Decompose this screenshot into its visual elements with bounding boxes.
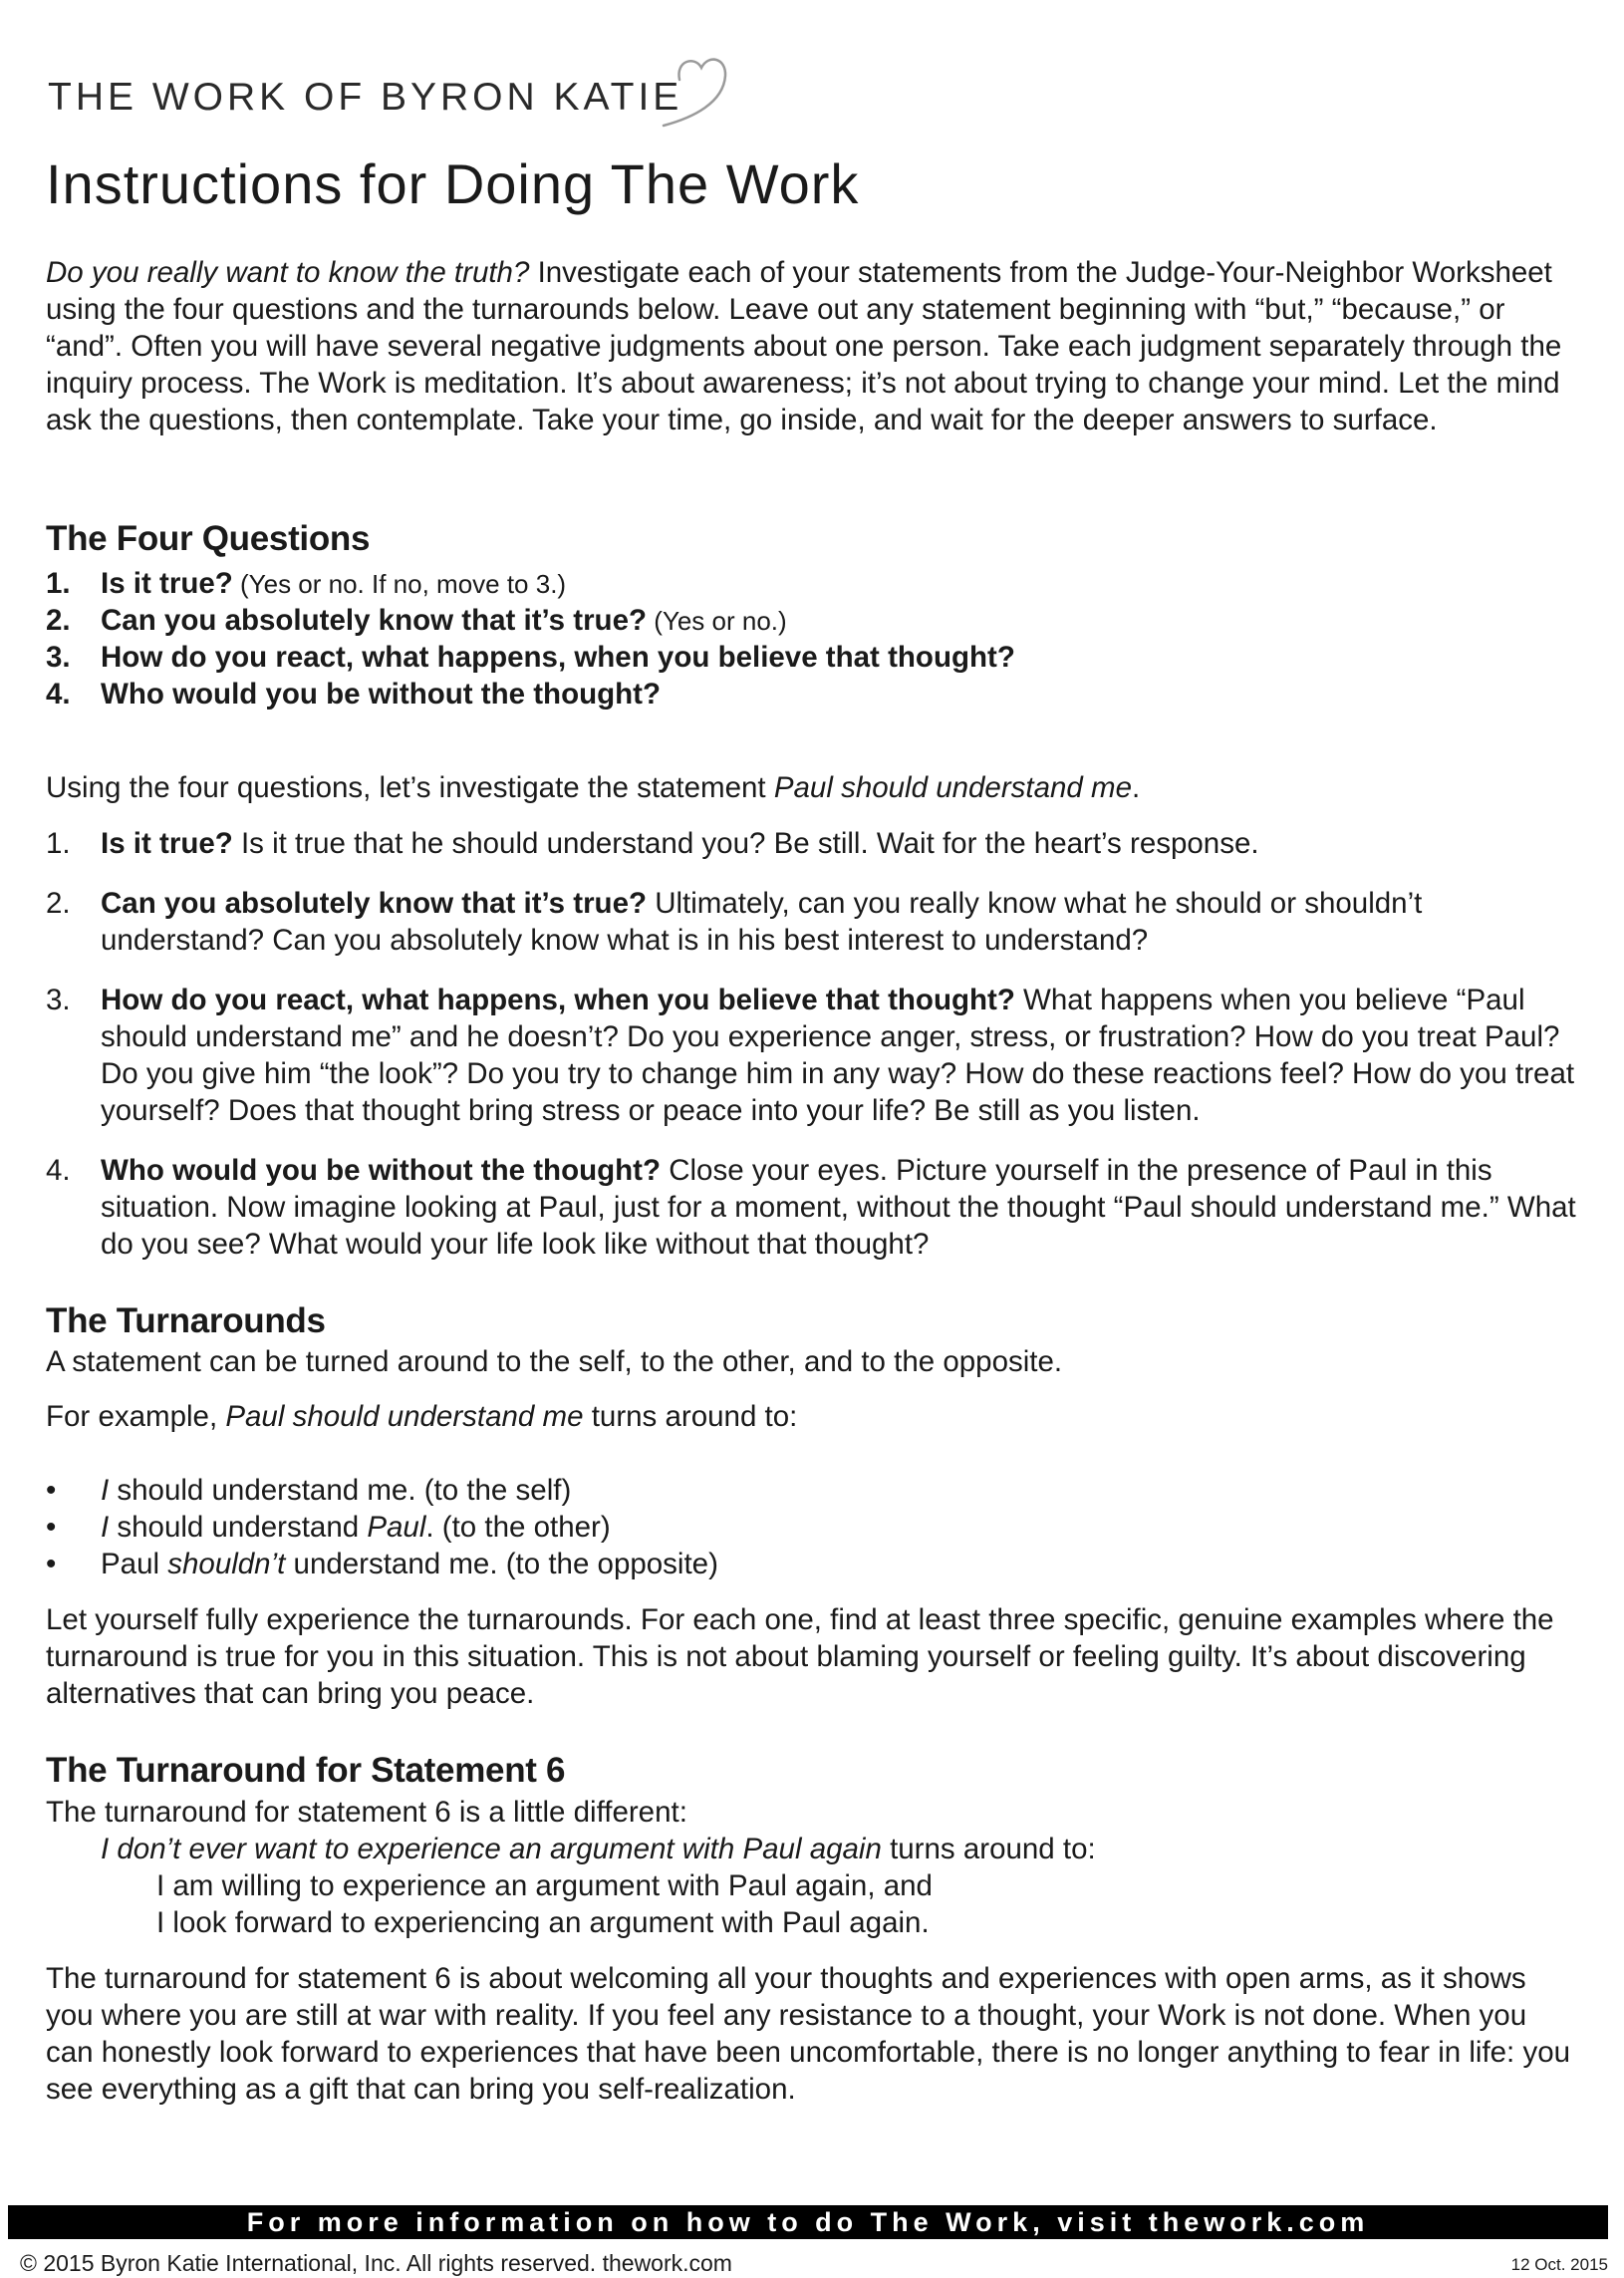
question-note: (Yes or no. If no, move to 3.): [232, 569, 567, 599]
heart-swoosh-icon: [654, 48, 733, 147]
statement6-intro: The turnaround for statement 6 is a little different:: [46, 1796, 687, 1829]
intro-lead: Do you really want to know the truth?: [46, 256, 530, 289]
statement6-line: I look forward to experiencing an argument with Paul again.: [156, 1906, 930, 1939]
turnarounds-heading: The Turnarounds: [46, 1301, 326, 1340]
question-item: 3. How do you react, what happens, when you believe that thought?: [46, 641, 1015, 674]
intro-paragraph: [46, 254, 1580, 438]
page-title: Instructions for Doing The Work: [46, 152, 860, 215]
question-item: 1. Is it true? (Yes or no. If no, move to 3.): [46, 567, 567, 600]
statement6-example: I don’t ever want to experience an argument with Paul again turns around to:: [101, 1833, 1096, 1865]
statement6-heading: The Turnaround for Statement 6: [46, 1751, 566, 1790]
investigation-item: 4. Who would you be without the thought? Close your eyes. Picture yourself in the presence of Paul in this situation. Now imagine looking at Paul, just for a moment, without the thought “Paul should understand me.” What do you see? What would your life look like without that thought?: [46, 1154, 1576, 1261]
turnaround-bullet: • Paul shouldn’t understand me. (to the opposite): [46, 1548, 718, 1580]
four-questions-heading: The Four Questions: [46, 519, 371, 558]
turnaround-bullet: • I should understand me. (to the self): [46, 1474, 572, 1507]
question-item: 4. Who would you be without the thought?: [46, 678, 661, 711]
investigation-item: 3. How do you react, what happens, when you believe that thought? What happens when you believe “Paul should understand me” and he doesn’t? Do you experience anger, stress, or frustration? How do you treat Paul? Do you give him “the look”? Do you try to change him in any way? How do these reactions feel? How do you treat yourself? Does that thought bring stress or peace into your life? Be still as you listen.: [46, 984, 1575, 1127]
intro-text: Investigate each of your statements from the Judge-Your-Neighbor Worksheet using the four questions and the turnarounds below. Leave out any statement beginning with “but,” “because,” or “and”. Often you will have several negative judgments about one person. Take each judgment separately through the inquiry process. The Work is meditation. It’s about awareness; it’s not about trying to change your mind. Let the mind ask the questions, then contemplate. Take your time, go inside, and wait for the deeper answers to surface.: [46, 256, 1562, 436]
turnarounds-definition: A statement can be turned around to the self, to the other, and to the opposite.: [46, 1345, 1063, 1378]
investigation-item: 1. Is it true? Is it true that he should understand you? Be still. Wait for the heart’s response.: [46, 827, 1259, 860]
question-text: Can you absolutely know that it’s true?: [101, 604, 647, 637]
footer-banner: For more information on how to do The Work, visit thework.com: [8, 2205, 1608, 2239]
brand-logo: [48, 58, 745, 138]
investigation-item: 2. Can you absolutely know that it’s true? Ultimately, can you really know what he should or shouldn’t understand? Can you absolutely know what is in his best interest to understand?: [46, 887, 1423, 957]
question-text: How do you react, what happens, when you believe that thought?: [101, 641, 1015, 674]
statement6-closing: The turnaround for statement 6 is about welcoming all your thoughts and experiences with open arms, as it shows you where you are still at war with reality. If you feel any resistance to a thought, your Work is not done. When you can honestly look forward to experiences that have been uncomfortable, there is no longer anything to fear in life: you see everything as a gift that can bring you self-realization.: [46, 1962, 1571, 2106]
turnaround-bullet: • I should understand Paul. (to the other): [46, 1511, 611, 1544]
question-text: Who would you be without the thought?: [101, 678, 661, 711]
bullet-icon: •: [46, 1511, 57, 1544]
bullet-icon: •: [46, 1474, 57, 1507]
copyright-text: © 2015 Byron Katie International, Inc. All rights reserved. thework.com: [20, 2250, 732, 2276]
question-text: Is it true?: [101, 567, 233, 600]
turnarounds-example: For example, Paul should understand me turns around to:: [46, 1400, 798, 1433]
investigation-intro: Using the four questions, let’s investigate the statement Paul should understand me.: [46, 771, 1141, 804]
question-note: (Yes or no.): [647, 606, 787, 636]
document-date: 12 Oct. 2015: [1510, 2255, 1608, 2274]
statement6-line: I am willing to experience an argument with Paul again, and: [156, 1869, 933, 1902]
turnarounds-closing: Let yourself fully experience the turnarounds. For each one, find at least three specific, genuine examples where the turnaround is true for you in this situation. This is not about blaming yourself or feeling guilty. It’s about discovering alternatives that can bring you peace.: [46, 1603, 1554, 1710]
brand-name: THE WORK OF BYRON KATIE: [48, 76, 683, 119]
bullet-icon: •: [46, 1548, 57, 1580]
question-item: 2. Can you absolutely know that it’s true? (Yes or no.): [46, 604, 787, 637]
